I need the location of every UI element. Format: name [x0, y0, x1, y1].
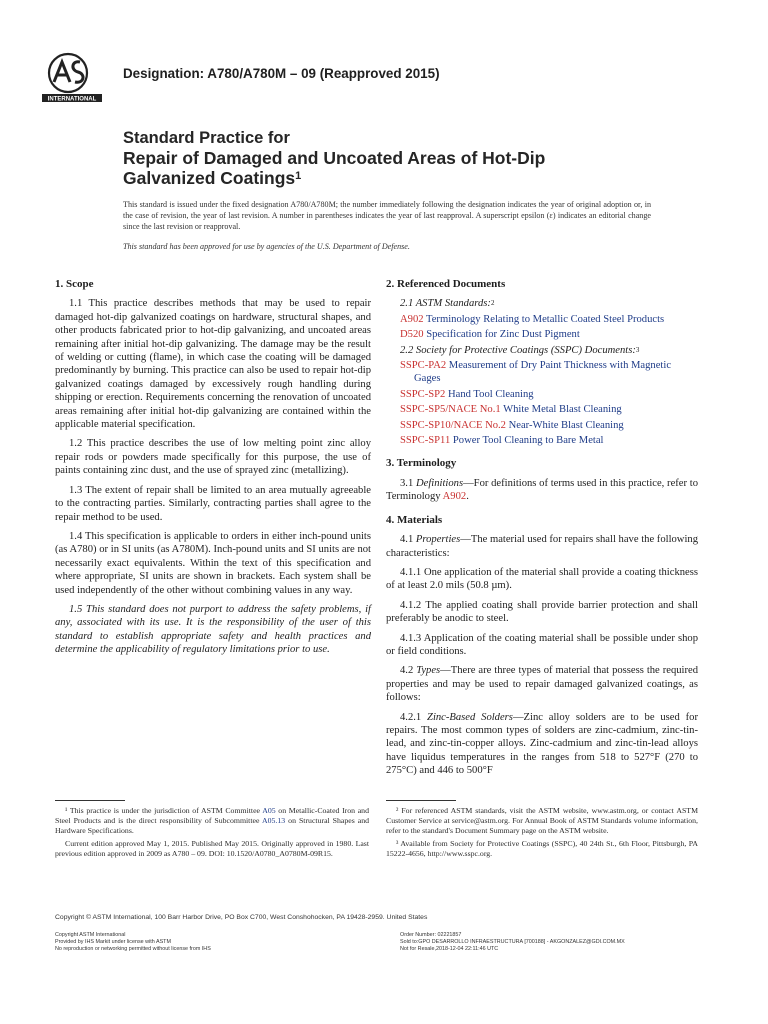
section-heading-materials: 4. Materials	[386, 513, 443, 526]
footnote-1	[55, 806, 369, 837]
paragraph-3-1-end: .	[466, 491, 469, 503]
footnotes-left	[55, 806, 369, 861]
logo-text: INTERNATIONAL	[47, 96, 97, 103]
paragraph-1-3: 1.3 The extent of repair shall be limited to an area mutually agreeable to the contracting parties. Similarly, contracting parties shall agree to the repair method to be used.	[55, 484, 371, 523]
astm-standards-footnote-mark[interactable]: 2	[490, 299, 495, 308]
ref-item-sspc-sp11[interactable]	[400, 434, 698, 447]
footnote-link-a05[interactable]: A05	[262, 806, 276, 815]
paragraph-4-2-1-text: —Zinc alloy solders are to be used for repairs. The most common types of solders are zinc-cadmium, zinc-tin-lead, and zinc-tin-copper alloys. Zinc-cadmium and zinc-tin-lead alloys have liquidus temperatures in the ranges from 518 to 527°F (270 to 275°C) and 446 to 500°F	[386, 711, 699, 777]
paragraph-3-1-text: —For definitions of terms used in this practice, refer to Terminology	[386, 477, 699, 503]
paragraph-4-1-text: —The material used for repairs shall have the following characteristics:	[386, 534, 698, 559]
paragraph-3-1-num: 3.1	[400, 477, 416, 489]
footnote-divider-right	[386, 800, 456, 801]
footnote-3: ³ Available from Society for Protective Coatings (SSPC), 40 24th St., 6th Floor, Pittsburgh, PA 15222-4656, http://www.sspc.org.	[386, 838, 698, 858]
order-line-3: Not for Resale,2018-12-04 22:11:46 UTC	[400, 946, 499, 952]
terminology-link-a902[interactable]: A902	[442, 491, 467, 503]
paragraph-4-2-num: 4.2	[400, 665, 417, 677]
footnote-divider-left	[55, 800, 125, 801]
ref-item-sspc-pa2[interactable]	[400, 359, 698, 386]
license-line-3: No reproduction or networking permitted without license from IHS	[55, 946, 211, 952]
designation: Designation: A780/A780M – 09 (Reapproved 2015)	[123, 66, 440, 81]
paragraph-4-1-3: 4.1.3 Application of the coating material shall be possible under shop or field conditions.	[386, 632, 698, 657]
paragraph-4-1-1: 4.1.1 One application of the material shall provide a coating thickness of at least 2.0 mils (50.8 µm).	[386, 566, 698, 592]
ref-title[interactable]: Specification for Zinc Dust Pigment	[423, 329, 580, 341]
paragraph-4-1-term: Properties	[415, 534, 461, 546]
ref-code[interactable]: D520	[400, 329, 424, 341]
footnote-link-a05-13[interactable]: A05.13	[262, 816, 286, 826]
astm-standards-label	[400, 297, 698, 310]
left-column	[55, 278, 371, 663]
paragraph-4-1-num: 4.1	[400, 534, 416, 546]
ref-code[interactable]: SSPC-SP5/NACE No.1	[400, 404, 501, 416]
right-column	[386, 278, 698, 784]
footnote-1-edition: Current edition approved May 1, 2015. Published May 2015. Originally approved in 1980. Last previous edition approved in 2009 as A780 – 09. DOI: 10.1520/A0780_A0780M-09R15.	[55, 838, 369, 858]
ref-title[interactable]: Measurement of Dry Paint Thickness with Magnetic Gages	[414, 360, 672, 385]
ref-item-sspc-sp5[interactable]	[400, 403, 698, 416]
ref-code[interactable]: A902	[400, 313, 424, 325]
issued-note: This standard is issued under the fixed designation A780/A780M; the number immediately following the designation indicates the year of original adoption or, in the case of revision, the year of last revision. A number in parentheses indicates the year of last reapproval. A superscript epsilon (ε) indicates an editorial change since the last revision or reapproval.	[123, 200, 651, 231]
title-line3-text: Galvanized Coatings	[123, 168, 296, 188]
title-footnote-mark[interactable]: 1	[295, 170, 302, 182]
section-heading-scope: 1. Scope	[55, 278, 94, 290]
order-line-1: Order Number: 02221857	[400, 932, 462, 938]
ref-item-d520[interactable]	[400, 328, 698, 341]
ref-code[interactable]: SSPC-PA2	[400, 360, 447, 372]
paragraph-4-2-text: —There are three types of material that possess the required properties and may be used to repair damaged galvanized coatings, as follows:	[386, 665, 699, 704]
ref-code[interactable]: SSPC-SP11	[400, 435, 451, 447]
sspc-footnote-mark[interactable]: 3	[635, 345, 640, 354]
ref-code[interactable]: SSPC-SP2	[400, 388, 446, 400]
paragraph-3-1-term: Definitions	[415, 477, 464, 489]
section-heading-referenced-documents: 2. Referenced Documents	[386, 278, 506, 290]
paragraph-1-5: 1.5 This standard does not purport to address the safety problems, if any, associated with its use. It is the responsibility of the user of this standard to establish appropriate safety and health practices and determine the applicability of regulatory limitations prior to use.	[55, 603, 371, 656]
order-line-2: Sold to:GPO DESARROLLO INFRAESTRUCTURA [700188] - AKGONZALEZ@GDI.COM.MX	[400, 939, 625, 945]
paragraph-4-2-1-num: 4.2.1	[400, 711, 428, 723]
paragraph-4-2-1	[386, 711, 698, 778]
astm-logo-icon	[40, 48, 116, 106]
footnotes-right	[386, 806, 698, 861]
paragraph-4-1-2: 4.1.2 The applied coating shall provide barrier protection and shall preferably be anodic to steel.	[386, 599, 698, 625]
title-line2: Repair of Damaged and Uncoated Areas of Hot-Dip	[123, 148, 546, 168]
footnote-2: ² For referenced ASTM standards, visit the ASTM website, www.astm.org, or contact ASTM Customer Service at service@astm.org. For Annual Book of ASTM Standards volume information, refer to the standard's Document Summary page on the ASTM website.	[386, 806, 698, 836]
astm-standards-label-text: 2.1 ASTM Standards:	[400, 298, 491, 310]
paragraph-1-4: 1.4 This specification is applicable to orders in either inch-pound units (as A780) or in SI units (as A780M). Inch-pound units and SI units are not necessarily exact equivalents. Within the text of this specification and where appropriate, SI units are shown in brackets. Each system shall be used independently of the other without combining values in any way.	[55, 530, 371, 596]
page-title	[123, 128, 683, 188]
paragraph-1-1: 1.1 This practice describes methods that may be used to repair damaged hot-dip galvanized coatings on hardware, structural shapes, and other products fabricated prior to hot-dip galvanizing, and uncoated areas remaining after initial hot-dip galvanizing. The damage may be the result of welding or cutting (flame), in which case the coating will be damaged predominantly by burning. This practice can also be used to repair hot-dip galvanized coatings damaged by excessively rough handling during shipping or erection. Requirements concerning the renovation of uncoated areas remaining after initial hot-dip galvanizing are contained within the applicable material specification.	[55, 298, 371, 431]
license-line-1: Copyright ASTM International	[55, 932, 126, 938]
license-notice	[55, 932, 375, 953]
paragraph-4-2	[386, 664, 698, 704]
ref-code[interactable]: SSPC-SP10/NACE No.2	[400, 419, 506, 431]
section-heading-terminology: 3. Terminology	[386, 457, 457, 470]
ref-item-sspc-sp2[interactable]	[400, 388, 698, 401]
footnote-1-b: on Metallic-Coated Iron and Steel Products and is the direct responsibility of Subcommittee	[55, 806, 369, 826]
ref-item-sspc-sp10[interactable]	[400, 419, 698, 432]
copyright-line: Copyright © ASTM International, 100 Barr Harbor Drive, PO Box C700, West Conshohocken, PA 19428-2959. United States	[55, 914, 428, 921]
footnote-1-c: on Structural Shapes and Hardware Specifications.	[55, 816, 369, 836]
ref-item-a902[interactable]	[400, 313, 698, 326]
ref-title[interactable]: Power Tool Cleaning to Bare Metal	[450, 435, 604, 447]
dod-note: This standard has been approved for use by agencies of the U.S. Department of Defense.	[123, 242, 410, 251]
footnote-1-a: ¹ This practice is under the jurisdiction of ASTM Committee	[65, 806, 263, 815]
title-line1: Standard Practice for	[123, 129, 290, 147]
license-line-2: Provided by IHS Markit under license with ASTM	[55, 939, 171, 945]
paragraph-1-2: 1.2 This practice describes the use of low melting point zinc alloy repair rods or powders made specifically for this purpose, the use of paints containing zinc dust, and the use of sprayed zinc (metallizing).	[55, 438, 371, 477]
sspc-documents-label	[400, 344, 698, 357]
title-line3	[123, 168, 683, 188]
ref-title[interactable]: Terminology Relating to Metallic Coated Steel Products	[423, 313, 665, 325]
paragraph-4-1	[386, 533, 698, 560]
paragraph-3-1	[386, 477, 698, 504]
sspc-documents-label-text: 2.2 Society for Protective Coatings (SSPC) Documents:	[400, 344, 636, 356]
order-notice	[400, 932, 720, 953]
paragraph-4-2-term: Types	[416, 665, 441, 677]
ref-title[interactable]: White Metal Blast Cleaning	[500, 404, 622, 416]
ref-title[interactable]: Hand Tool Cleaning	[445, 388, 534, 400]
paragraph-4-2-1-term: Zinc-Based Solders	[427, 711, 513, 723]
ref-title[interactable]: Near-White Blast Cleaning	[505, 419, 624, 431]
